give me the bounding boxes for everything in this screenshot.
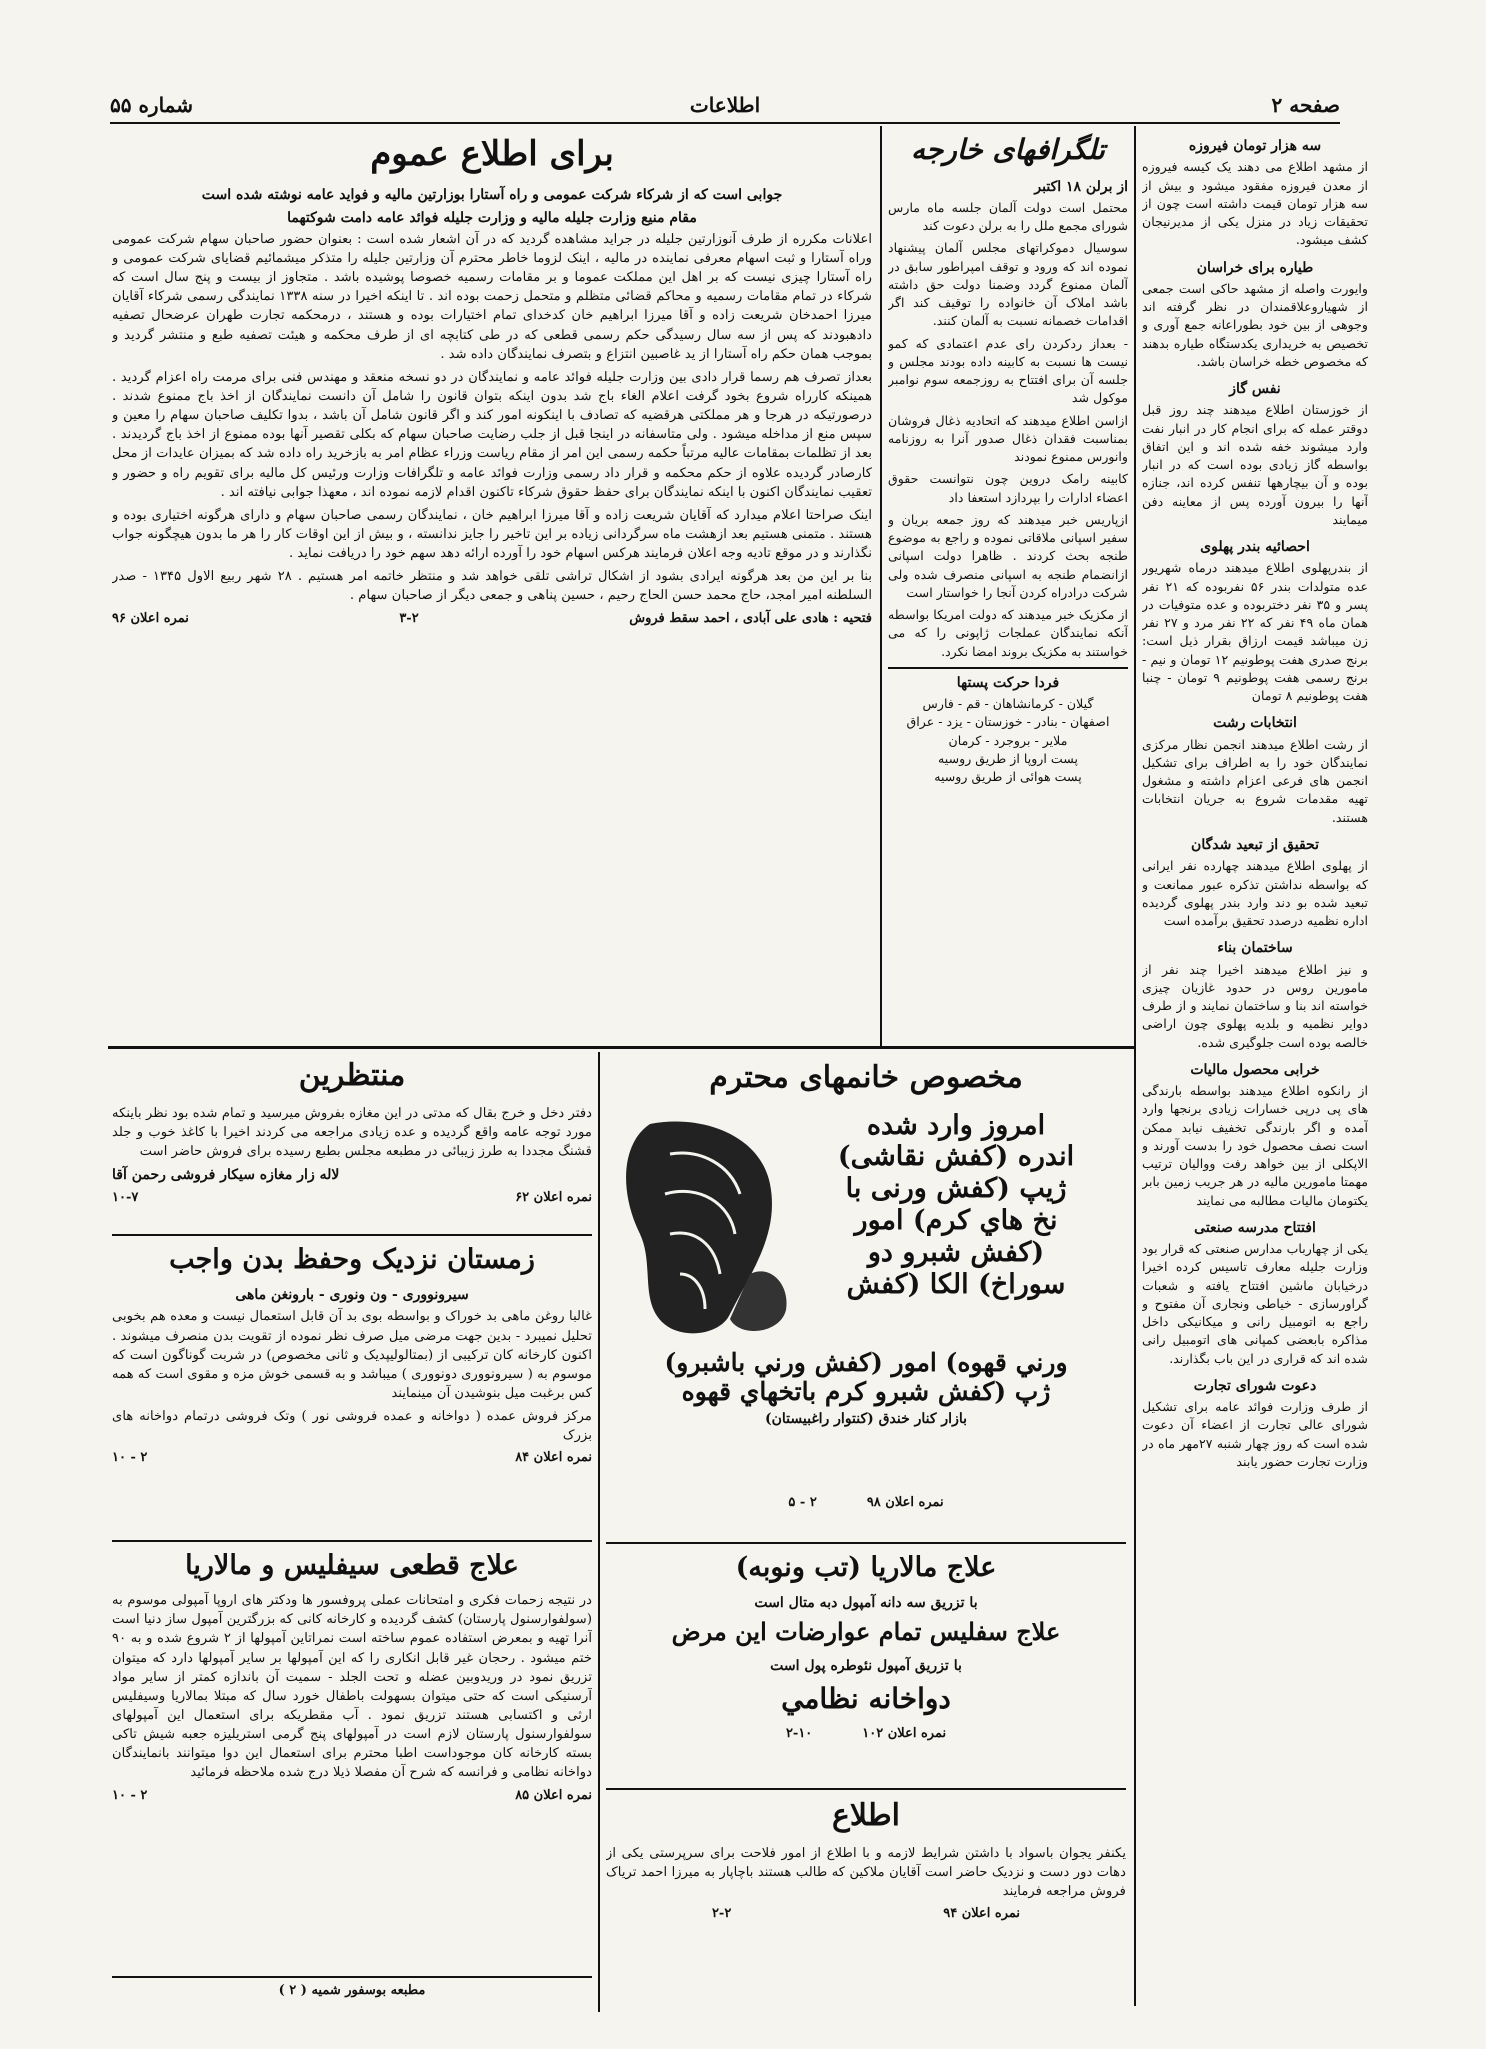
ad-line: علاج سفلیس تمام عوارضات این مرض bbox=[671, 1617, 1061, 1647]
ad-footer bbox=[112, 1787, 592, 1806]
malaria-ad bbox=[606, 1548, 1126, 1790]
ad-number: نمره اعلان ۸۴ bbox=[515, 1450, 592, 1466]
ad-number: نمره اعلان ۹۶ bbox=[112, 610, 189, 626]
news-heading: خرابی محصول مالیات bbox=[1190, 1061, 1320, 1078]
column-rule bbox=[1134, 126, 1136, 2006]
ad-shop: لاله زار مغازه سیکار فروشی رحمن آقا bbox=[112, 1166, 340, 1183]
ad-title: مخصوص خانمهای محترم bbox=[709, 1060, 1023, 1095]
column-rule bbox=[880, 126, 882, 1046]
news-heading: دعوت شورای تجارت bbox=[1193, 1377, 1317, 1394]
ad-body bbox=[606, 1110, 1126, 1490]
signature: فتحیه : هادی علی آبادی ، احمد سقط فروش bbox=[629, 610, 872, 626]
article-paragraph: اعلانات مکرره از طرف آنوزارتین جلیله در جراید مشاهده گردید که در آن اشعار شده است : بعنوان حضور صاحبان سهام شرکت عمومی وراه آستارا و ثبت اسهام معرفی نماینده در مالیه ، اینک لزوما خاطر محترم آن وزارتین جلیله را متذکر میشمائیم قضایای شرکت عمومی و راه آستارا چیزی نیست که بر اهل این مملکت عموما و بر مقامات رسمیه خصوصا پوشیده باشد . متجاوز از بیست و پنج سال است که شرکاء در تمام مقامات رسمیه و محاکم قضائی متظلم و متحمل زحمت بوده اند . تا اینکه اخیرا در سنه ۱۳۳۸ نمایندگی رسمی شرکاء آقایان میرزا احمدخان شریعت زاده و آقا میرزا ابراهیم خان کدخدای تمام اختیارات بوده و هستند ، درمحکمه تجارت طهران عرضحال تصفیه دادهبودند که پس از سه سال رسیدگی حکم رسمی قطعی که در طی کتابچه ای از طرف محکمه و هیئت تصفیه طبع و منتشر گردید و بموجب همان حکم راه آستارا از ید غاصبین انتزاع و بتصرف نمایندگان داده شد . bbox=[112, 231, 872, 362]
ad-number: نمره اعلان ۹۸ bbox=[866, 1494, 944, 1510]
ad-range: ۲-۱۰ bbox=[785, 1726, 813, 1742]
news-text: از طرف وزارت فوائد عامه برای تشکیل شورای عالی تجارت از اعضاء آن دعوت شده است که روز چهار شنبه ۲۷مهر ماه در وزارت تجارت حضور یابند bbox=[1142, 1399, 1368, 1469]
shop-address: بازار کنار خندق (کنتوار راغبیستان) bbox=[764, 1410, 967, 1427]
article-paragraph: بنا بر این من بعد هرگونه ایرادی بشود از اشکال تراشی تلقی خواهد شد و منتظر خاتمه امر هستیم . ۲۸ شهر ربیع الاول ۱۳۴۵ - صدر السلطنه امیر امجد، حاج محمد حسن الحاج رحیم ، حسین پناهی و جمعی دیگر از صاحبان سهام . bbox=[112, 569, 872, 604]
montazerin-ad bbox=[112, 1054, 592, 1236]
ad-footer bbox=[606, 1494, 1126, 1513]
shoe-line: ژپ (کفش شبرو کرم باتخهاي قهوه bbox=[681, 1377, 1051, 1406]
news-text: از پهلوی اطلاع میدهند چهارده نفر ایرانی که بواسطه نداشتن تذکره عبور ممانعت و تبعید شده بو دند وارد بندر پهلوی گردیده اداره نظمیه درصدد تحقیق برآمده است bbox=[1142, 858, 1368, 929]
news-text: و نیز اطلاع میدهند اخیرا چند نفر از مامورین روس در حدود غازیان چیزی خواسته اند بنا و ساختمان نمایند و از طرف دوایر نظمیه و بلدیه پهلوی چون اراضی خالصه بوده است جلوگیری شده. bbox=[1142, 961, 1368, 1050]
news-text: از خوزستان اطلاع میدهند چند روز قبل دوقتر عمله که برای انجام کار در انبار نفت وارد میشوند خفه شده اند و این اتفاق بواسطه گاز زیادی بوده است که در انبار بوده و آن بیچارهها تنفس کرده اند، جنازه آنها را بیرون آورده پس از معاینه دفن میمایند bbox=[1142, 402, 1368, 527]
pharmacy-name: دواخانه نظامي bbox=[781, 1681, 951, 1715]
ad-number: نمره اعلان ۸۵ bbox=[515, 1787, 592, 1803]
column-rule bbox=[598, 1052, 600, 2012]
news-heading: انتخابات رشت bbox=[1213, 715, 1297, 732]
ad-text: مرکز فروش عمده ( دواخانه و عمده فروشی نور ) وتک فروشی درتمام دواخانه های بزرک bbox=[112, 1409, 592, 1444]
shoe-line: ورني قهوه) امور (کفش ورني باشبرو) bbox=[664, 1347, 1068, 1377]
ad-number: نمره اعلان ۶۲ bbox=[515, 1190, 592, 1206]
shoe-line: امروز وارد شده bbox=[866, 1109, 1046, 1141]
news-heading: افتتاح مدرسه صنعتی bbox=[1194, 1219, 1316, 1236]
ad-title: علاج مالاریا (تب ونوبه) bbox=[735, 1552, 997, 1583]
post-line: پست هوائی از طریق روسیه bbox=[934, 769, 1082, 785]
ad-line: با تزریق آمپول نئوطره پول است bbox=[770, 1658, 962, 1675]
winter-ad bbox=[112, 1240, 592, 1542]
telegram-item: از مکزیک خبر میدهند که دولت امریکا بواسطه آنکه نمایندگان عملجات ژاپونی را که می خواستند به مکزیک بروند امضا نکرد. bbox=[888, 607, 1128, 659]
ad-title: منتظرین bbox=[298, 1058, 406, 1093]
post-line: ملایر - بروجرد - کرمان bbox=[948, 732, 1068, 748]
ad-range: ۱۰-۷ bbox=[112, 1190, 139, 1206]
news-heading: ساختمان بناء bbox=[1217, 940, 1293, 957]
ad-range: ۳-۲ bbox=[399, 610, 419, 626]
news-heading: سه هزار تومان فیروزه bbox=[1188, 138, 1322, 154]
shoe-line: (کفش شبرو دو bbox=[867, 1236, 1045, 1268]
foreign-telegrams bbox=[888, 130, 1128, 1042]
shoe-list-wide bbox=[606, 1348, 1126, 1431]
domestic-news-column bbox=[1142, 128, 1368, 2008]
news-text: یکی از چهارباب مدارس صنعتی که قرار بود وزارت جلیله معارف تاسیس کرده اخیرا درخیابان ماشین افتتاح یافته و شعبات گراورسازی - خیاطی ونجاری آن مفتوح و راجع به اتومبیل رانی و میکانیکی داخل مذاکره بابعضی کمپانی های اتومبیل رانی شده اند که قراری در این باب بگذارند. bbox=[1142, 1241, 1368, 1366]
divider bbox=[888, 667, 1128, 669]
syphilis-ad bbox=[112, 1546, 592, 1978]
news-text: از رانکوه اطلاع میدهند بواسطه بارندگی های پی درپی خسارات زیادی برنجها وارد آمده و اگر بارندگی تخفیف نیابد ممکن است نصف محصول خود را بدست آورند و الاپکلی از بین خواهد رفت ووالیان ترتیب مهمتا مامورین مالیه در هر جریب زمین بابر یکتومان مالیات مطالبه می نمایند bbox=[1142, 1083, 1368, 1208]
ad-range: ۲ - ۵ bbox=[788, 1494, 817, 1510]
article-subtitle: جوابی است که از شرکاء شرکت عمومی و راه آستارا بوزارتین مالیه و فواید عامه نوشته شده است bbox=[201, 187, 783, 204]
post-line: گیلان - کرمانشاهان - قم - فارس bbox=[922, 696, 1094, 712]
ad-range: ۲-۲ bbox=[711, 1905, 732, 1921]
news-heading: نفس گاز bbox=[1229, 381, 1281, 398]
news-text: وایورت واصله از مشهد حاکی است جمعی از شهیاروعلاقمندان در نظر گرفته اند وجوهی از بین خود بطوراعانه جمع آوری و تخصیص به خریداری یکدستگاه طیاره بدهند که مخصوص خطه خراسان باشد. bbox=[1142, 280, 1368, 369]
telegram-item: ازاسن اطلاع میدهند که اتحادیه ذغال فروشان بمناسبت فقدان ذغال صدور آنرا به روزنامه وانورس ممنوع نمودند bbox=[888, 412, 1128, 465]
article-footer bbox=[112, 610, 872, 629]
dateline: از برلن ۱۸ اکتبر bbox=[1034, 178, 1128, 195]
ad-title: علاج قطعی سیفلیس و مالاریا bbox=[185, 1550, 519, 1581]
ad-subtitle: سیرونووری - ون ونوری - بارونغن ماهی bbox=[235, 1287, 469, 1304]
article-subtitle: مقام منیع وزارت جلیله مالیه و وزارت جلیله فوائد عامه دامت شوکتهما bbox=[287, 209, 697, 226]
post-line: پست اروپا از طریق روسیه bbox=[938, 750, 1078, 766]
shoe-line: نخ هاي کرم) امور bbox=[854, 1205, 1058, 1237]
telegram-item: - بعداز ردکردن رای عدم اعتمادی که کمو نیست ها نسبت به کابینه داده بودند مجلس و جلسه آن برای افتتاح به روزجمعه سوم نوامبر موکول شد bbox=[888, 335, 1128, 406]
telegram-item: محتمل است دولت آلمان جلسه ماه مارس شورای مجمع ملل را به برلن دعوت کند bbox=[888, 199, 1128, 234]
ad-text: غالبا روغن ماهی بد خوراک و بواسطه بوی بد آن قابل استعمال نیست و معده هم بخوبی تحلیل نمیبرد - بدین جهت مرضی میل صرف نظر نموده از تقویت بدن منصرف میشوند . اکنون کارخانه کان ترکیبی از (بمتالولیپدیک و ثانی مخصوص) در شربت گوناگون است که موسوم به ( سیرونووری دونووری ) میباشد و به قسمی خوش مزه و مقوی است که همه کس برغبت میل بنوشیدن آن مینمایند bbox=[112, 1309, 592, 1401]
paper-name: اطلاعات bbox=[689, 93, 761, 117]
news-heading: تحقیق از تبعید شدگان bbox=[1191, 836, 1319, 853]
ad-footer bbox=[112, 1449, 592, 1468]
page-header bbox=[110, 88, 1340, 124]
telegrams-title: تلگرافهای خارجه bbox=[911, 133, 1105, 166]
news-heading: طیاره برای خراسان bbox=[1196, 259, 1314, 276]
telegram-item: سوسیال دموکراتهای مجلس آلمان پیشنهاد نموده اند که ورود و توقف امپراطور سابق در آلمان ممنوع گردد وضمنا دولت حق داشته باشد املاک آن خانواده را توقیف کند اگر اقدامات خصمانه نسبت به آلمان کنند. bbox=[888, 240, 1128, 329]
shoe-illustration bbox=[610, 1114, 800, 1344]
news-text: از رشت اطلاع میدهند انجمن نظار مرکزی نمایندگان خود را به اطراف برای تشکیل انجمن های فرعی اعزام داشته و مشغول تهیه مقدمات شروع به جریان انتخابات هستند. bbox=[1142, 736, 1368, 825]
post-schedule-title: فردا حرکت پستها bbox=[956, 674, 1060, 691]
ad-number: نمره اعلان ۹۴ bbox=[943, 1905, 1021, 1921]
shoes-ad bbox=[606, 1056, 1126, 1544]
notice-article bbox=[112, 130, 872, 1042]
ad-range: ۲ - ۱۰ bbox=[112, 1450, 148, 1466]
notice-title: اطلاع bbox=[831, 1798, 900, 1833]
section-rule bbox=[108, 1046, 1134, 1049]
notice-text: یکنفر یجوان باسواد با داشتن شرایط لازمه و با اطلاع از امور فلاحت برای سرپرستی یکی از دهات دور دست و نزدیک حاضر است آقایان ملاکین که طالب هستند باچاپار به میرزا احمد تریاک فروش مراجعه فرمایند bbox=[606, 1845, 1126, 1899]
ad-footer bbox=[606, 1725, 1126, 1744]
news-text: از بندرپهلوی اطلاع میدهند درماه شهریور عده متولدات بندر ۵۶ نفربوده که ۲۱ نفر پسر و ۳۵ نفر دختربوده و عده متوفیات در همان ماه ۴۹ نفر که ۲۲ نفر مرد و ۲۷ نفر زن میباشد قیمت ارزاق بقرار ذیل است: برنج صدری هفت پوطونیم ۱۲ تومان و نیم - برنج رسمی هفت پوطونیم ۹ تومان - چنبا هفت پوطونیم ۸ تومان bbox=[1142, 560, 1368, 704]
telegram-item: کابینه رامک دروین چون نتوانست حقوق اعضاء ادارات را بپردازد استعفا داد bbox=[888, 471, 1128, 505]
post-line: اصفهان - بنادر - خوزستان - یزد - عراق bbox=[906, 714, 1110, 730]
shoe-line: سوراخ) الکا (کفش bbox=[846, 1268, 1066, 1300]
ad-footer bbox=[112, 1189, 592, 1208]
ad-range: ۲ - ۱۰ bbox=[112, 1787, 148, 1803]
shoe-line: ژیپ (کفش ورنی با bbox=[845, 1173, 1067, 1205]
page-number: صفحه ۲ bbox=[1271, 93, 1340, 117]
news-heading: احصائیه بندر پهلوی bbox=[1200, 539, 1310, 556]
ad-number: نمره اعلان ۱۰۲ bbox=[862, 1726, 947, 1742]
telegram-item: ازپاریس خبر میدهند که روز جمعه بریان و سفیر اسپانی ملاقاتی نموده و راجع به موضوع طنجه بحث کردند . ظاهرا دولت اسپانی ازانضمام طنجه به اسپانی منصرف شده ولی شرکت درادراه کردن آنجا را خواستار است bbox=[888, 511, 1128, 600]
article-paragraph: اینک صراحتا اعلام میدارد که آقایان شریعت زاده و آقا میرزا ابراهیم خان ، نمایندگان رسمی صاحبان سهام و دارای هرگونه اختیاری بوده و هستند . متمنی هستیم بعد ازهشت ماه سرگردانی زیاده بر این تاخیر را جایز ندانسته ، و بیش از این اوقات کار را هر ما بدون هیچگونه جواب نگذارند و در موقع تادیه وجه اعلان فرمایند هرکس اسهام خود را آورده ارائه دهد سهم خود را دریافت نماید . bbox=[112, 507, 872, 562]
ad-line: با تزریق سه دانه آمپول دبه متال است bbox=[754, 1595, 978, 1612]
shoe-line: اندره (کفش نقاشی) bbox=[837, 1141, 1075, 1173]
ad-text: دفتر دخل و خرج بقال که مدتی در این مغازه بفروش میرسید و تمام شده بود نظر باینکه مورد توجه عامه واقع گردیده و عده زیادی مراجعه می کردند اخیرا با کاغذ خوب و جلد قشنگ مجددا به طرز زیبائی در مطبعه مجلس بطبع رسیده برای فروش حاضر است bbox=[112, 1105, 592, 1159]
ad-title: زمستان نزدیک وحفظ بدن واجب bbox=[169, 1244, 535, 1275]
ad-footer bbox=[606, 1905, 1126, 1924]
issue-number: شماره ۵۵ bbox=[110, 93, 193, 117]
ad-text: در نتیجه زحمات فکری و امتحانات عملی پروفسور ها ودکتر های اروپا آمپولی موسوم به (سولفوارسنول پارستان) کشف گردیده و کارخانه کانی که بزرگترین آمپول ساز دنیا است آنرا تهیه و بمعرض استفاده عموم ساخته است نمراتاین آمپولها از ۲ شروع شده و به ۹۰ ختم میشود . رحجان غیر قابل انکاری را که این آمپولها بر سایر آمپولها دارد که میتوان تزریق نمود در وریدوبین عضله و تحت الجلد - سمیت آن باندازه کمتر از سایر مواد آرسنیکی است که حتی میتوان بسهولت باطفال خورد سال که مبتلا بمالاریا وسیفلیس ارثی و اکتسابی هستند تزریق نمود . آب مقطریکه برای استعمال این آمپولهای سولفوارسنول پارستان لازم است در آمپولهای پنج گرمی استریلیزه جعبه شیش تاکی بسته کارخانه کان موجوداست اطبا محترم برای استعمال این دوا میتوانند بانمایندگان دواخانه نظامی و فرانسه که شرح آن مفصلا ذیلا درج شده ملاحظه فرمائید bbox=[112, 1593, 592, 1781]
shoe-list bbox=[786, 1110, 1126, 1301]
employment-notice bbox=[606, 1794, 1126, 2006]
article-paragraph: بعداز تصرف هم رسما قرار دادی بین وزارت جلیله فوائد عامه و نمایندگان در دو نسخه منعقد و مهندس فنی برای مرمت راه اعزام گردید . همینکه کارراه شروع بخود گرفت اعلام الغاء باج شد بدون اینکه بتوان قانون را شامل آن دانست نمایندگان از اخذ باج ممنوع شدند . درصورتیکه در هرجا و هر مملکتی هرقضیه که تصادف با اینکونه امور کند و اگر قانون شامل آن باشد ، بدوا تکلیف صاحبان سهام را معین و سپس منع از مداخله میشود . ولی متاسفانه در اینجا قبل از جلب رضایت صاحبان سهام که بکلی تقصیر آنها بوده ممنوع از اخذ باج گردیدند . بعد از تظلمات بمقامات عالیه مرتباً حکمه رسمی این امر از مقام ریاست وزراء عظام امر به بازخرید راه داده شد که بمیزان عایدات از محل کارصادر گردیده علاوه از حکم محکمه و قرار داد رسمی وزارت فوائد عامه و تلگرافات وزارت ورئیس کل مالیه برای تقویم راه و حضور و تعقیب نمایندگان اکنون با اینکه نمایندگان برای حفظ حقوق شرکاء تاکنون اقدام لازمه نموده اند ، معهذا جوابی نیافته اند . bbox=[112, 369, 872, 500]
printer-line: مطبعه بوسفور شمیه ( ۲ ) bbox=[278, 1983, 426, 1998]
news-text: از مشهد اطلاع می دهند یک کیسه فیروزه از معدن فیروزه مفقود میشود و بیش از سه هزار تومان قیمت داشته است چون از تحقیقات زیاد در منزل یکی از مدیرنیجان کشف میشود. bbox=[1142, 159, 1368, 248]
article-title: برای اطلاع عموم bbox=[370, 134, 614, 174]
